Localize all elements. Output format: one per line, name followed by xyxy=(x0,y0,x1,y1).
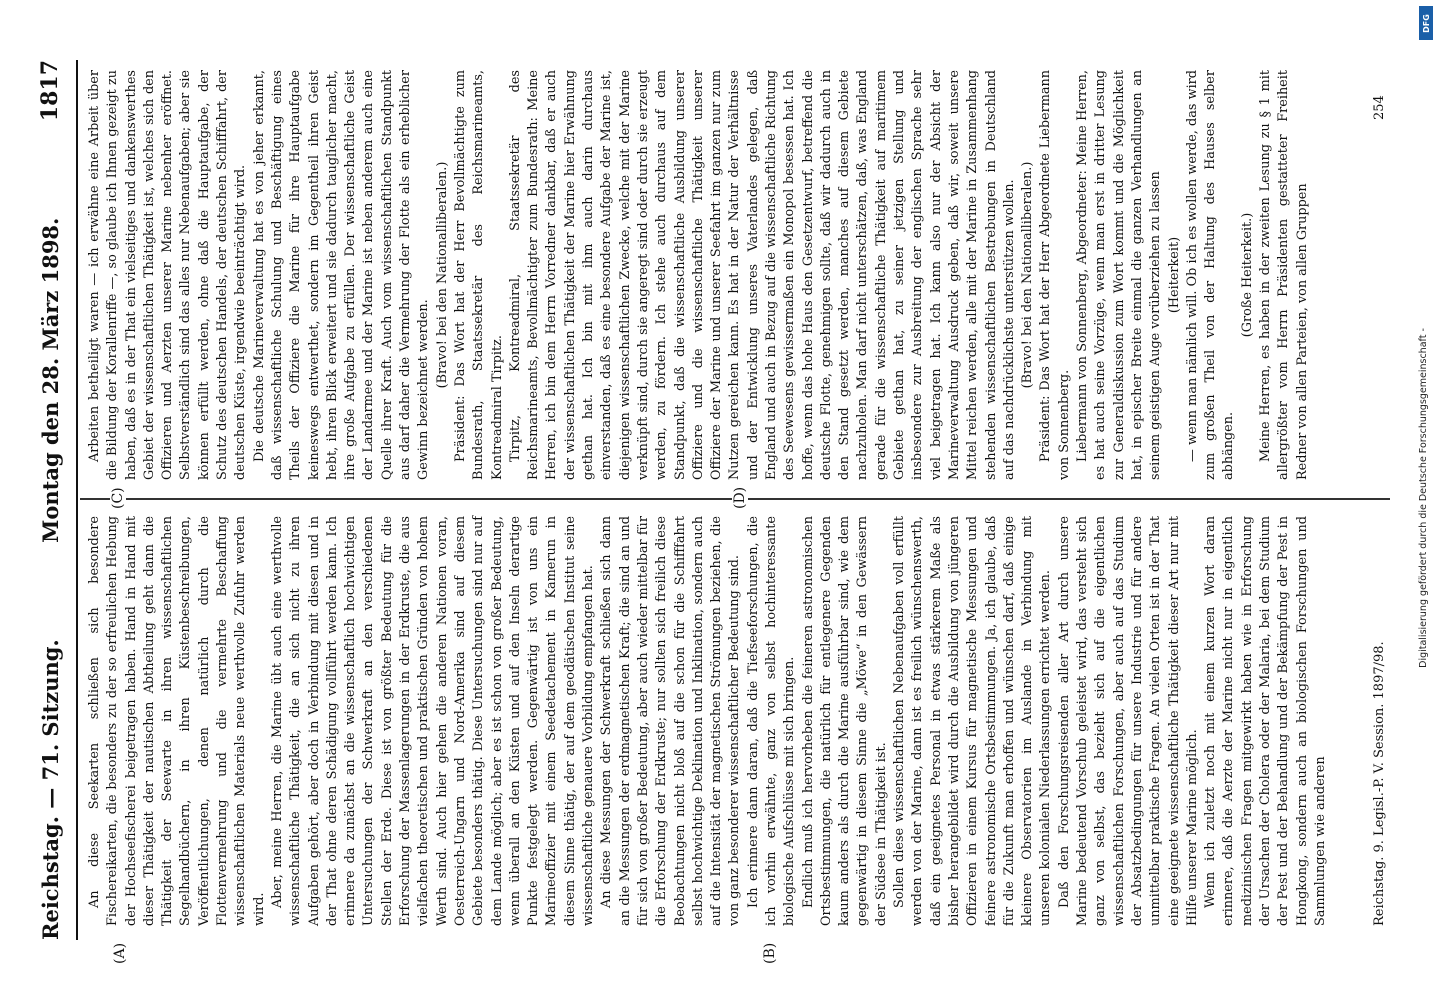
applause-note: (Große Heiterkeit.) xyxy=(1239,212,1255,338)
footer-source: Reichstag. 9. Legisl.-P. V. Session. 1897/98. xyxy=(1372,641,1387,926)
applause-note: (Heiterkeit) xyxy=(1166,236,1182,314)
header-page-number: 1817 xyxy=(37,60,63,122)
header-center: Montag den 28. März 1898. xyxy=(37,217,63,543)
left-paragraph: Sollen diese wissenschaftlichen Nebenaufgaben voll erfüllt werden von der Marine, dann ist es freilich wünschenswerth, daß ein geeignetes Personal in etwas stärkerem Maße als bisher herangebildet wird durch die Ausbildung von jüngeren Offizieren in einem Kursus für magnetische Messungen und feinere astronomische Ortsbestimmungen. Ja, ich glaube, daß für die Zukunft man erhoffen und wünschen darf, daß einige kleinere Observatorien im Auslande in Verbindung mit unseren kolonialen Niederlassungen errichtet werden. xyxy=(892,516,1054,926)
applause-note: (Bravo! bei den Nationalliberalen.) xyxy=(1020,161,1036,389)
side-credit-text: Digitalisierung gefördert durch die Deutsche Forschungsgemeinschaft - xyxy=(1418,328,1429,668)
left-paragraph: Wenn ich zuletzt noch mit einem kurzen Wort daran erinnere, daß die Aerzte der Marine nicht nur in eigentlich medizinischen Fragen mitgewirkt haben wie in Erforschung der Ursachen der Cholera oder der Malaria, bei dem Studium der Pest und der Behandlung und der Bekämpfung der Pest in Hongkong, sondern auch an biologischen Forschungen und Sammlungen wie anderen xyxy=(1203,516,1328,926)
margin-marker-d: (D) xyxy=(732,486,748,509)
dfg-logo-text: DFG xyxy=(1421,13,1431,33)
left-paragraph: Endlich muß ich hervorheben die feineren astronomischen Ortsbestimmungen, die natürlich für entlegenere Gegenden kaum anders als durch die Marine ausführbar sind, wie dem gegenwärtig in diesem Sinne die „Möwe“ in den Gewässern der Südsee in Thätigkeit ist. xyxy=(800,516,889,926)
right-column xyxy=(86,70,1312,480)
left-paragraph: An diese Seekarten schließen sich besondere Fischereikarten, die besonders zu der so erfreulichen Hebung der Hochseefischerei beigetragen haben. Hand in Hand mit dieser Thätigkeit der nautischen Abtheilung geht dann die Thätigkeit der Seewarte in ihren wissenschaftlichen Segelhandbüchern, in ihren Küstenbeschreibungen, Veröffentlichungen, denen natürlich durch die Flottenvermehrung und die vermehrte Beschaffung wissenschaftlichen Materials neue werthvolle Zufuhr werden wird. xyxy=(87,516,267,926)
header-left: Reichstag. — 71. Sitzung. xyxy=(37,639,63,940)
margin-marker-b: (B) xyxy=(762,942,778,964)
left-paragraph: Ich erinnere dann daran, daß die Tiefseeforschungen, die ich vorhin erwähnte, ganz von selbst hochinteressante biologische Aufschlüsse mit sich bringen. xyxy=(745,516,798,926)
side-strip xyxy=(1416,8,1434,988)
margin-marker-c: (C) xyxy=(110,487,126,509)
applause-note: (Bravo! bei den Nationalliberalen.) xyxy=(434,161,450,389)
right-paragraph: Tirpitz, Kontreadmiral, Staatssekretär des Reichsmarineamts, Bevollmächtigter zum Bundesrath: Meine Herren, ich bin dem Herrn Vorredner dankbar, daß er auch der wissenschaftlichen Thätigkeit der Marine hier Erwähnung gethan hat. Ich bin mit ihm auch darin durchaus einverstanden, daß es eine besondere Aufgabe der Marine ist, diejenigen wissenschaftlichen Zwecke, welche mit der Marine verknüpft sind, durch sie angeregt sind oder durch sie erzeugt werden, zu fördern. Ich stehe auch durchaus auf dem Standpunkt, daß die wissenschaftliche Ausbildung unserer Offiziere und die wissenschaftliche Thätigkeit unserer Offiziere der Marine und unserer Seefahrt im ganzen nur zum Nutzen gereichen kann. Es hat in der Natur der Verhältnisse und der Entwicklung unseres Vaterlandes gelegen, daß England und auch in Bezug auf die wissenschaftliche Richtung des Seewesens gewissermaßen ein Monopol besessen hat. Ich hoffe, wenn das hohe Haus den Gesetzentwurf, betreffend die deutsche Flotte, genehmigen sollte, daß wir dadurch auch in den Stand gesetzt werden, manches auf diesem Gebiete nachzuholen. Man darf nicht unterschätzen, daß, was England gerade für die wissenschaftliche Thätigkeit auf maritimem Gebiete gethan hat, zu seiner jetzigen Stellung und insbesondere zur Ausbreitung der englischen Sprache sehr viel beigetragen hat. Ich kann also nur der Absicht der Marineverwaltung Ausdruck geben, daß wir, soweit unsere Mittel reichen werden, alle mit der Marine in Zusammenhang stehenden wissenschaftlichen Bestrebungen in Deutschland auf das nachdrücklichste unterstützen wollen. xyxy=(507,70,1017,480)
right-paragraph: Arbeiten betheiligt waren — ich erwähne eine Arbeit über die Bildung der Korallenriffe —, so glaube ich Ihnen gezeigt zu haben, daß es in der That ein vielseitiges und dankenswerthes Gebiet der wissenschaftlichen Thätigkeit ist, welches sich den Offizieren und Aerzten unserer Marine nebenher eröffnet. Selbstverständlich sind das alles nur Nebenaufgaben; aber sie können erfüllt werden, ohne daß die Hauptaufgabe, der Schutz des deutschen Handels, der deutschen Schifffahrt, der deutschen Küste, irgendwie beeinträchtigt wird. xyxy=(87,70,249,480)
margin-marker-a: (A) xyxy=(112,942,128,964)
left-paragraph: Aber, meine Herren, die Marine übt auch eine werthvolle wissenschaftliche Thätigkeit, die an sich nicht zu ihren Aufgaben gehört, aber doch in Verbindung mit diesen und in der That ohne deren Schädigung vollführt werden kann. Ich erinnere da zunächst an die wissenschaftlich hochwichtigen Untersuchungen der Schwerkraft an den verschiedenen Stellen der Erde. Diese ist von größter Bedeutung für die Erforschung der Massenlagerungen in der Erdkruste, die aus vielfachen theoretischen und praktischen Gründen von hohem Werth sind. Auch hier gehen die anderen Nationen voran, Oesterreich-Ungarn und Nord-Amerika sind auf diesem Gebiete besonders thätig. Diese Untersuchungen sind nur auf dem Lande möglich; aber es ist schon von großer Bedeutung, wenn überall an den Küsten und auf den Inseln derartige Punkte festgelegt werden. Gegenwärtig ist von uns ein Marineoffizier mit einem Seedetachement in Kamerun in diesem Sinne thätig, der auf dem geodätischen Institut seine wissenschaftliche genauere Vorbildung empfangen hat. xyxy=(269,516,597,926)
right-paragraph: — wenn man nämlich will. Ob ich es wollen werde, das wird zum großen Theil von der Haltung des Hauses selber abhängen. xyxy=(1184,70,1237,480)
page-header xyxy=(30,60,70,940)
right-paragraph: Liebermann von Sonnenberg, Abgeordneter: Meine Herren, es hat auch seine Vorzüge, wenn man erst in dritter Lesung zur Generaldiskussion zum Wort kommt und die Möglichkeit hat, in epischer Breite einmal die ganzen Verhandlungen an seinem geistigen Auge vorüberziehen zu lassen xyxy=(1075,70,1164,480)
right-paragraph: Präsident: Das Wort hat der Herr Bevollmächtigte zum Bundesrath, Staatssekretär des Reichsmarineamts, Kontreadmiral Tirpitz. xyxy=(452,70,505,480)
left-column xyxy=(86,516,1330,926)
left-paragraph: An diese Messungen der Schwerkraft schließen sich dann an die Messungen der erdmagnetischen Kraft; die sind an und für sich von großer Bedeutung, aber auch wieder mittelbar für die Erforschung der Erdkruste; nur sollten sich freilich diese Beobachtungen nicht bloß auf die schon für die Schifffahrt selbst hochwichtige Deklination und Inklination, sondern auch auf die Intensität der magnetischen Strömungen beziehen, die von ganz besonderer wissenschaftlicher Bedeutung sind. xyxy=(599,516,743,926)
right-paragraph: Präsident: Das Wort hat der Herr Abgeordnete Liebermann von Sonnenberg. xyxy=(1038,70,1072,480)
right-paragraph: Meine Herren, es haben in der zweiten Lesung zu § 1 mit allergrößter vom Herrn Präsidenten gestatteter Freiheit Redner von allen Parteien, von allen Gruppen xyxy=(1258,70,1310,480)
header-rule xyxy=(76,60,78,940)
right-paragraph: Die deutsche Marineverwaltung hat es von jeher erkannt, daß wissenschaftliche Schulung und Beschäftigung eines Theils der Offiziere die Marine für ihre Hauptaufgabe keineswegs entwerthet, sondern im Gegentheil ihren Geist hebt, ihren Blick erweitert und sie dadurch tauglicher macht, ihre große Aufgabe zu erfüllen. Der wissenschaftliche Geist der Landarmee und der Marine ist neben anderem auch eine Quelle ihrer Kraft. Auch vom wissenschaftlichen Standpunkt aus darf daher die Vermehrung der Flotte als ein erheblicher Gewinn bezeichnet werden. xyxy=(251,70,432,480)
footer-sheet-number: 254 xyxy=(1372,95,1387,120)
left-paragraph: Daß den Forschungsreisenden aller Art durch unsere Marine bedeutend Vorschub geleistet wird, das versteht sich ganz von selbst, das bezieht sich auf die eigentlichen wissenschaftlichen Forschungen, aber auch auf das Studium der Absatzbedingungen für unsere Industrie und für andere unmittelbar praktische Fragen. An vielen Orten ist in der That eine geeignete wissenschaftliche Thätigkeit dieser Art nur mit Hilfe unserer Marine möglich. xyxy=(1056,516,1200,926)
